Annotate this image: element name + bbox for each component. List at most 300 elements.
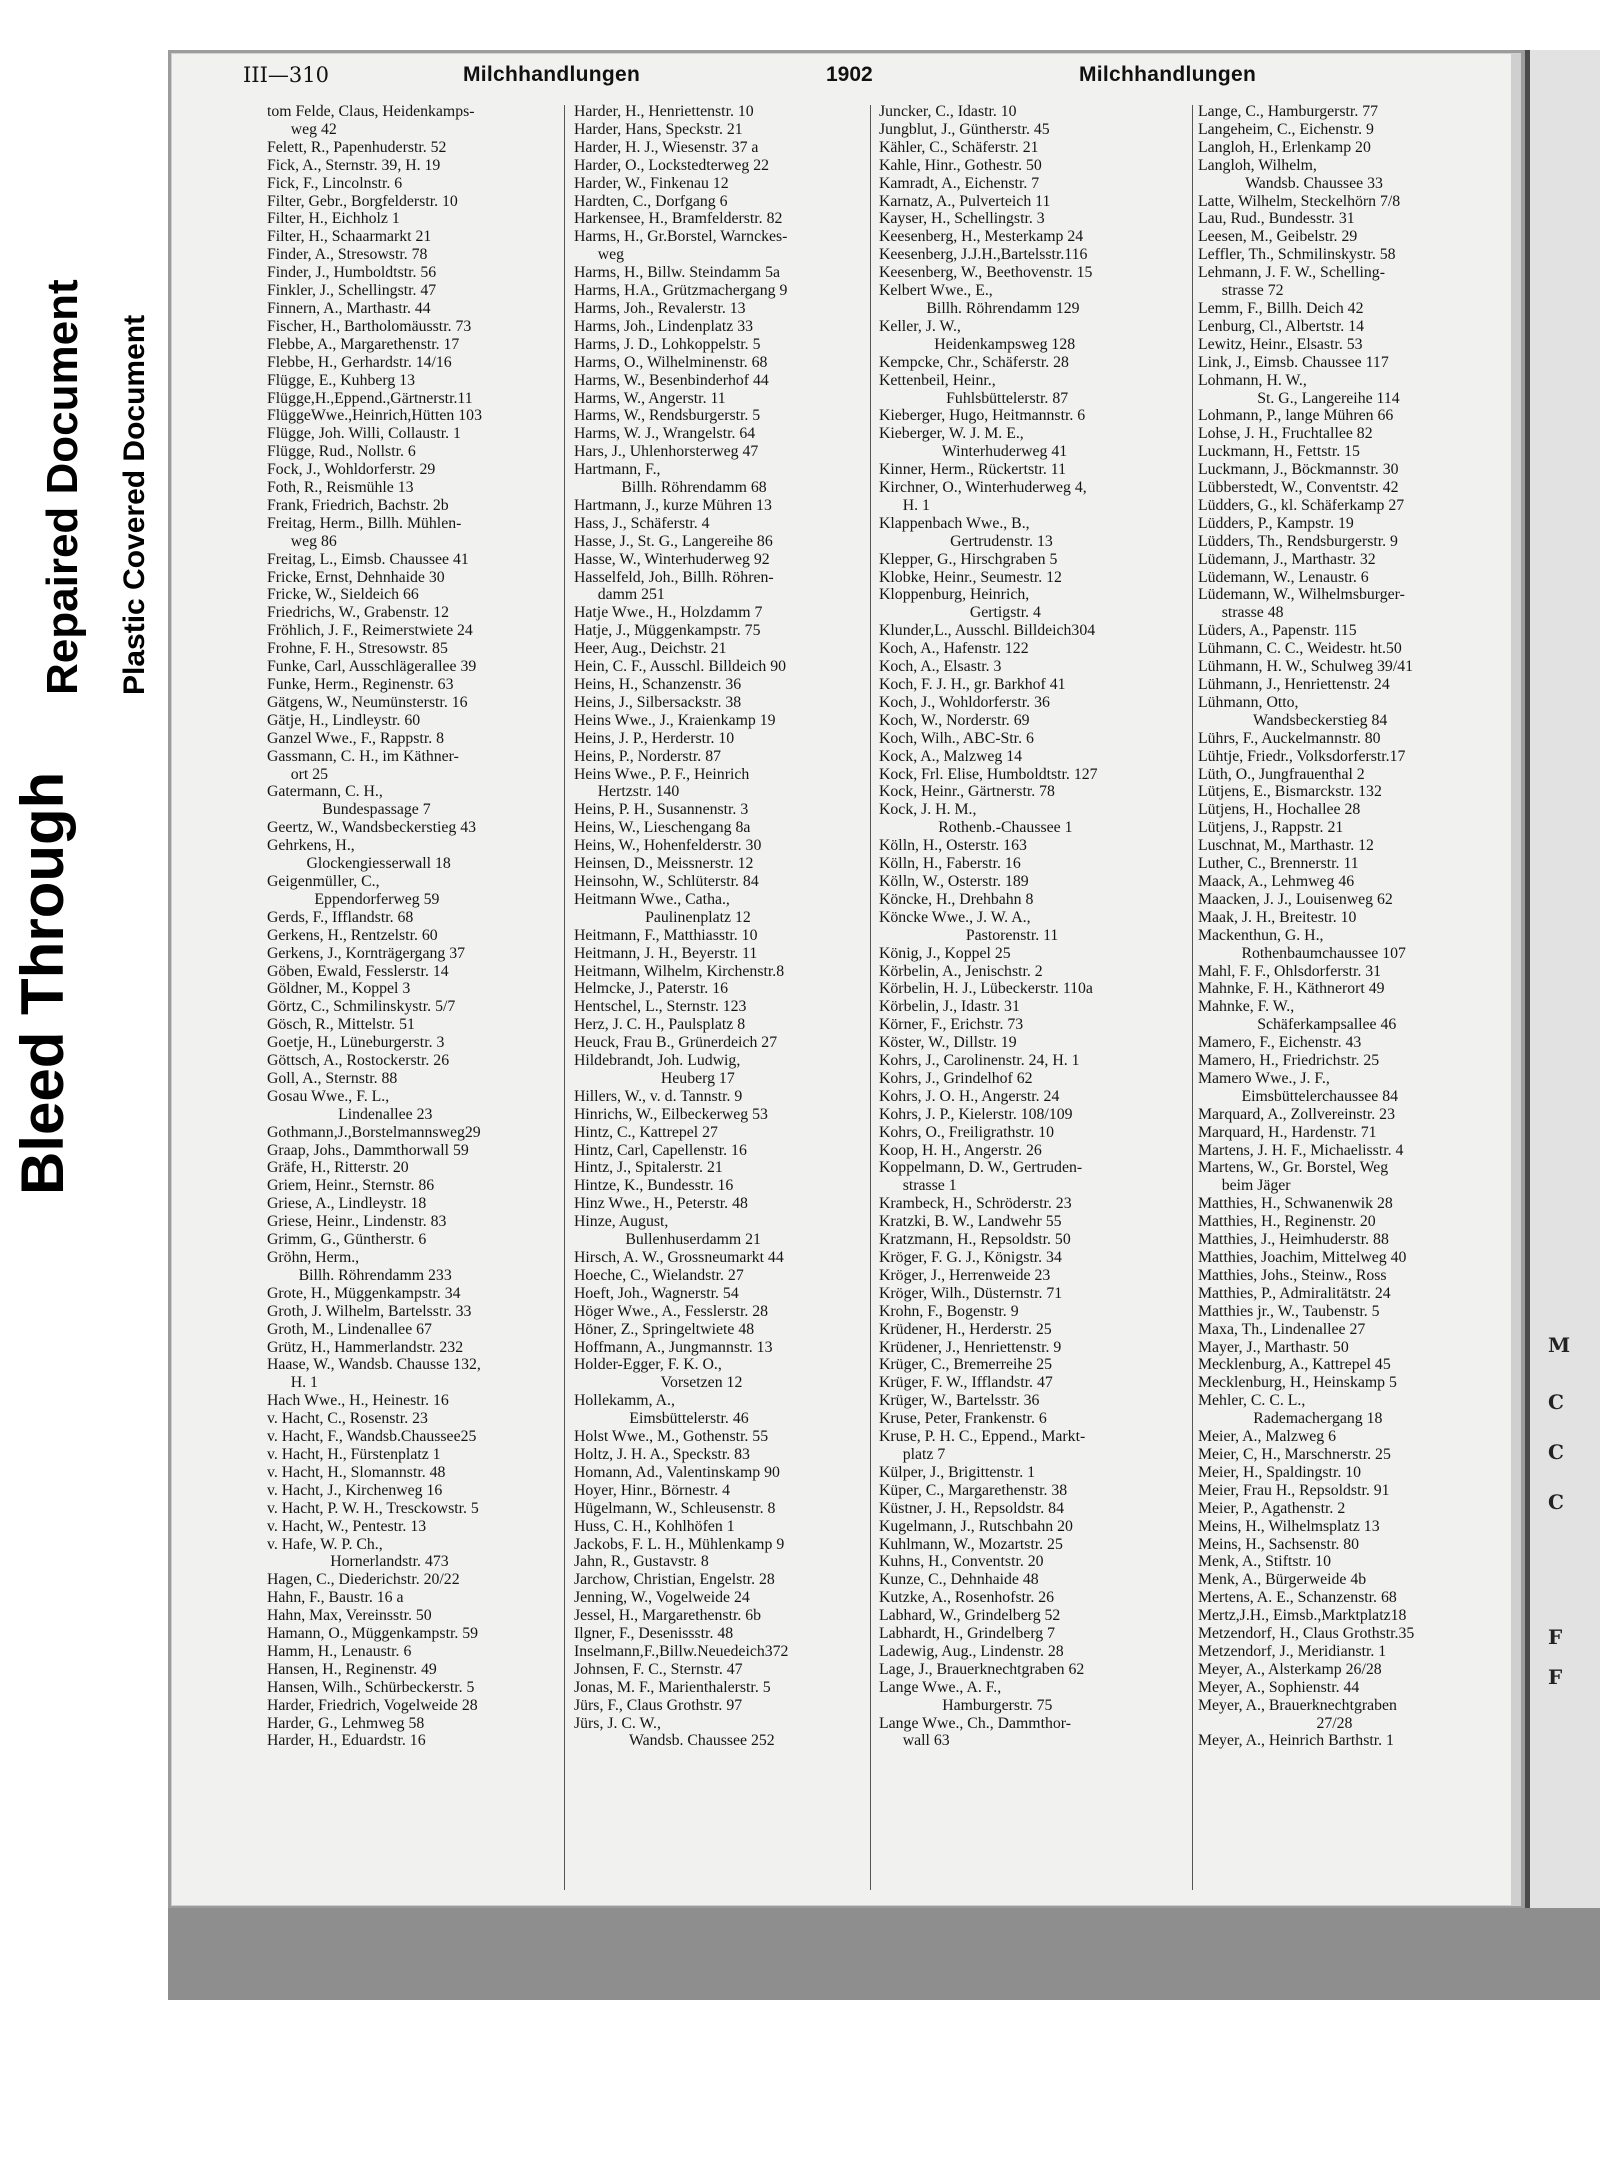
directory-entry-line: Flügge, Rud., Nollstr. 6 bbox=[267, 443, 416, 461]
directory-entry-line: Lüdemann, J., Marthastr. 32 bbox=[1198, 550, 1376, 568]
column-divider bbox=[564, 105, 565, 1890]
directory-entry-line: Jonas, M. F., Marienthalerstr. 5 bbox=[574, 1678, 771, 1696]
directory-entry-line: Helmcke, J., Paterstr. 16 bbox=[574, 980, 728, 998]
directory-entry-line: Harder, H., Henriettenstr. 10 bbox=[574, 103, 754, 120]
directory-entry-line: Heins Wwe., J., Kraienkamp 19 bbox=[574, 711, 776, 729]
directory-entry-line: Griem, Heinr., Sternstr. 86 bbox=[267, 1177, 435, 1195]
directory-entry-line: Lage, J., Brauerknechtgraben 62 bbox=[879, 1660, 1085, 1678]
directory-entry-line: Lewitz, Heinr., Elsastr. 53 bbox=[1198, 335, 1363, 353]
directory-entry-line: Meyer, A., Heinrich Barthstr. 1 bbox=[1198, 1732, 1394, 1750]
directory-entry-line: Meyer, A., Sophienstr. 44 bbox=[1198, 1678, 1360, 1696]
directory-entry-line: Mecklenburg, H., Heinskamp 5 bbox=[1198, 1374, 1397, 1392]
directory-entry-line: Kieberger, W. J. M. E., bbox=[879, 425, 1024, 443]
directory-entry-line: Kelbert Wwe., E., bbox=[879, 282, 993, 300]
directory-entry-line: strasse 72 bbox=[1198, 282, 1284, 300]
directory-entry-line: Goll, A., Sternstr. 88 bbox=[267, 1069, 398, 1087]
directory-entry-line: Kölln, H., Osterstr. 163 bbox=[879, 837, 1027, 855]
directory-entry-line: Heinsen, D., Meissnerstr. 12 bbox=[574, 855, 754, 873]
directory-entry-line: Klepper, G., Hirschgraben 5 bbox=[879, 550, 1058, 568]
directory-entry-line: Hach Wwe., H., Heinestr. 16 bbox=[267, 1392, 449, 1410]
directory-entry-line: Heins, P., Norderstr. 87 bbox=[574, 747, 721, 765]
directory-entry-line: Harms, O., Wilhelminenstr. 68 bbox=[574, 353, 768, 371]
directory-entry-line: Rothenbaumchaussee 107 bbox=[1198, 944, 1406, 962]
directory-entry-line: Heitmann, J. H., Beyerstr. 11 bbox=[574, 944, 758, 962]
directory-entry-line: Marquard, H., Hardenstr. 71 bbox=[1198, 1123, 1377, 1141]
directory-entry-line: Jürs, F., Claus Grothstr. 97 bbox=[574, 1696, 743, 1714]
directory-entry-line: Billh. Röhrendamm 68 bbox=[574, 479, 767, 497]
directory-entry-line: Fischer, H., Bartholomäusstr. 73 bbox=[267, 317, 472, 335]
directory-entry-line: Lütjens, J., Rappstr. 21 bbox=[1198, 819, 1344, 837]
directory-entry-line: Jessel, H., Margarethenstr. 6b bbox=[574, 1607, 762, 1625]
directory-entry-line: Funke, Herm., Reginenstr. 63 bbox=[267, 676, 454, 693]
directory-entry-line: Krohn, F., Bogenstr. 9 bbox=[879, 1302, 1019, 1320]
edge-fragment: C bbox=[1548, 1440, 1564, 1464]
directory-entry-line: weg bbox=[574, 246, 625, 264]
directory-entry-line: weg 86 bbox=[267, 532, 337, 550]
directory-entry-line: Kröger, J., Herrenweide 23 bbox=[879, 1266, 1051, 1284]
directory-entry-line: Hoeche, C., Wielandstr. 27 bbox=[574, 1266, 744, 1284]
directory-entry-line: Heins, W., Lieschengang 8a bbox=[574, 819, 751, 837]
directory-entry-line: Mayer, J., Marthastr. 50 bbox=[1198, 1338, 1349, 1356]
directory-entry-line: Mamero, F., Eichenstr. 43 bbox=[1198, 1034, 1362, 1052]
directory-entry-line: Felett, R., Papenhuderstr. 52 bbox=[267, 138, 447, 156]
directory-entry-line: Harms, Joh., Lindenplatz 33 bbox=[574, 317, 753, 335]
directory-entry-line: Gätgens, W., Neumünsterstr. 16 bbox=[267, 693, 468, 711]
directory-entry-line: Hass, J., Schäferstr. 4 bbox=[574, 514, 710, 532]
directory-entry-line: Labhard, W., Grindelberg 52 bbox=[879, 1607, 1061, 1625]
directory-entry-line: Hasselfeld, Joh., Billh. Röhren- bbox=[574, 568, 774, 586]
directory-entry-line: Kähler, C., Schäferstr. 21 bbox=[879, 138, 1039, 156]
directory-entry-line: Lührs, F., Auckelmannstr. 80 bbox=[1198, 729, 1381, 747]
directory-entry-line: Hamann, O., Müggenkampstr. 59 bbox=[267, 1625, 479, 1643]
directory-entry-line: Hardten, C., Dorfgang 6 bbox=[574, 192, 728, 210]
directory-entry-line: Gerkens, H., Rentzelstr. 60 bbox=[267, 926, 438, 944]
directory-entry-line: Fock, J., Wohldorferstr. 29 bbox=[267, 461, 436, 479]
directory-entry-line: Eimsbüttelerchaussee 84 bbox=[1198, 1087, 1399, 1105]
directory-entry-line: Heins, J. P., Herderstr. 10 bbox=[574, 729, 735, 747]
directory-entry-line: Lohse, J. H., Fruchtallee 82 bbox=[1198, 425, 1373, 443]
directory-entry-line: Leffler, Th., Schmilinskystr. 58 bbox=[1198, 246, 1396, 264]
directory-entry-line: Finder, A., Stresowstr. 78 bbox=[267, 246, 428, 264]
directory-entry-line: Lenburg, Cl., Albertstr. 14 bbox=[1198, 317, 1365, 335]
directory-entry-line: Geertz, W., Wandsbeckerstieg 43 bbox=[267, 819, 476, 837]
edge-fragment: F bbox=[1548, 1665, 1563, 1689]
directory-entry-line: Göldner, M., Koppel 3 bbox=[267, 980, 411, 998]
directory-entry-line: Wandsbeckerstieg 84 bbox=[1198, 711, 1388, 729]
directory-entry-line: Ilgner, F., Desenissstr. 48 bbox=[574, 1625, 734, 1643]
directory-entry-line: Kempcke, Chr., Schäferstr. 28 bbox=[879, 353, 1069, 371]
directory-entry-line: Metzendorf, H., Claus Grothstr.35 bbox=[1198, 1625, 1415, 1643]
left-running-title: Milchhandlungen bbox=[463, 63, 641, 86]
directory-entry-line: Koch, F. J. H., gr. Barkhof 41 bbox=[879, 676, 1066, 693]
directory-entry-line: Luckmann, H., Fettstr. 15 bbox=[1198, 443, 1360, 461]
directory-entry-line: Wandsb. Chaussee 252 bbox=[574, 1732, 775, 1750]
directory-entry-line: Maxa, Th., Lindenallee 27 bbox=[1198, 1320, 1366, 1338]
directory-entry-line: Leesen, M., Geibelstr. 29 bbox=[1198, 228, 1358, 246]
directory-entry-line: v. Hafe, W. P. Ch., bbox=[267, 1535, 383, 1553]
directory-entry-line: Matthies, H., Schwanenwik 28 bbox=[1198, 1195, 1393, 1213]
directory-entry-line: Hartmann, F., bbox=[574, 461, 661, 479]
directory-entry-line: Grütz, H., Hammerlandstr. 232 bbox=[267, 1338, 464, 1356]
directory-entry-line: Mertens, A. E., Schanzenstr. 68 bbox=[1198, 1589, 1397, 1607]
directory-entry-line: Körner, F., Erichstr. 73 bbox=[879, 1016, 1024, 1034]
directory-entry-line: Mahnke, F. W., bbox=[1198, 998, 1295, 1016]
directory-entry-line: Hagen, C., Diederichstr. 20/22 bbox=[267, 1571, 460, 1589]
directory-entry-line: Holder-Egger, F. K. O., bbox=[574, 1356, 722, 1374]
directory-entry-line: Gothmann,J.,Borstelmannsweg29 bbox=[267, 1123, 481, 1141]
directory-entry-line: Fröhlich, J. F., Reimerstwiete 24 bbox=[267, 622, 473, 640]
directory-entry-line: Bundespassage 7 bbox=[267, 801, 431, 819]
directory-entry-line: Kratzmann, H., Repsoldstr. 50 bbox=[879, 1231, 1071, 1249]
directory-entry-line: Gatermann, C. H., bbox=[267, 783, 383, 801]
directory-entry-line: Kröger, Wilh., Düsternstr. 71 bbox=[879, 1284, 1063, 1302]
directory-entry-line: Flügge, E., Kuhberg 13 bbox=[267, 371, 416, 389]
directory-entry-line: Koop, H. H., Angerstr. 26 bbox=[879, 1141, 1042, 1159]
directory-entry-line: Keller, J. W., bbox=[879, 317, 961, 335]
directory-entry-line: Mertz,J.H., Eimsb.,Marktplatz18 bbox=[1198, 1607, 1407, 1625]
directory-entry-line: Lüdders, G., kl. Schäferkamp 27 bbox=[1198, 496, 1405, 514]
directory-entry-line: Bullenhuserdamm 21 bbox=[574, 1231, 761, 1249]
directory-entry-line: Matthies, H., Reginenstr. 20 bbox=[1198, 1213, 1376, 1231]
directory-entry-line: Lüders, A., Papenstr. 115 bbox=[1198, 622, 1357, 640]
directory-entry-line: Hinrichs, W., Eilbeckerweg 53 bbox=[574, 1105, 768, 1123]
directory-entry-line: Krüdener, J., Henriettenstr. 9 bbox=[879, 1338, 1062, 1356]
directory-entry-line: Wandsb. Chaussee 33 bbox=[1198, 174, 1383, 192]
directory-entry-line: Mamero Wwe., J. F., bbox=[1198, 1069, 1330, 1087]
directory-entry-line: Köncke Wwe., J. W. A., bbox=[879, 908, 1031, 926]
directory-entry-line: Kieberger, Hugo, Heitmannstr. 6 bbox=[879, 407, 1086, 425]
directory-entry-line: ort 25 bbox=[267, 765, 328, 783]
directory-entry-line: Jürs, J. C. W., bbox=[574, 1714, 661, 1732]
directory-entry-line: Filter, Gebr., Borgfelderstr. 10 bbox=[267, 192, 458, 210]
directory-entry-line: Hintze, K., Bundesstr. 16 bbox=[574, 1177, 734, 1195]
directory-entry-line: Mamero, H., Friedrichstr. 25 bbox=[1198, 1052, 1380, 1070]
directory-entry-line: Kunze, C., Dehnhaide 48 bbox=[879, 1571, 1039, 1589]
directory-entry-line: Lübberstedt, W., Conventstr. 42 bbox=[1198, 479, 1399, 497]
directory-entry-line: Mahnke, F. H., Käthnerort 49 bbox=[1198, 980, 1385, 998]
directory-entry-line: Ganzel Wwe., F., Rappstr. 8 bbox=[267, 729, 445, 747]
directory-entry-line: Lange, C., Hamburgerstr. 77 bbox=[1198, 103, 1379, 120]
side-labels bbox=[0, 0, 168, 1280]
page-header bbox=[171, 57, 1516, 101]
directory-entry-line: Körbelin, A., Jenischstr. 2 bbox=[879, 962, 1043, 980]
directory-entry-line: Lütjens, H., Hochallee 28 bbox=[1198, 801, 1361, 819]
directory-entry-line: Kruse, Peter, Frankenstr. 6 bbox=[879, 1410, 1047, 1428]
directory-entry-line: Meier, A., Malzweg 6 bbox=[1198, 1428, 1336, 1446]
directory-entry-line: Fricke, W., Sieldeich 66 bbox=[267, 586, 419, 604]
directory-entry-line: Kamradt, A., Eichenstr. 7 bbox=[879, 174, 1040, 192]
directory-entry-line: Meins, H., Wilhelmsplatz 13 bbox=[1198, 1517, 1380, 1535]
directory-entry-line: Martens, J. H. F., Michaelisstr. 4 bbox=[1198, 1141, 1404, 1159]
directory-entry-line: Fricke, Ernst, Dehnhaide 30 bbox=[267, 568, 445, 586]
directory-entry-line: Lühmann, C. C., Weidestr. ht.50 bbox=[1198, 640, 1402, 658]
directory-entry-line: Matthies, Joachim, Mittelweg 40 bbox=[1198, 1249, 1407, 1266]
directory-entry-line: Langeheim, C., Eichenstr. 9 bbox=[1198, 120, 1374, 138]
directory-entry-line: Hatje, J., Müggenkampstr. 75 bbox=[574, 622, 761, 640]
directory-entry-line: Hahn, F., Baustr. 16 a bbox=[267, 1589, 404, 1607]
directory-entry-line: Matthies, J., Heimhuderstr. 88 bbox=[1198, 1231, 1389, 1249]
directory-entry-line: Gräfe, H., Ritterstr. 20 bbox=[267, 1159, 409, 1177]
directory-entry-line: Luschnat, M., Marthastr. 12 bbox=[1198, 837, 1374, 855]
directory-entry-line: Jarchow, Christian, Engelstr. 28 bbox=[574, 1571, 775, 1589]
directory-entry-line: Kuhlmann, W., Mozartstr. 25 bbox=[879, 1535, 1063, 1553]
directory-entry-line: Hornerlandstr. 473 bbox=[267, 1553, 449, 1571]
directory-entry-line: Gehrkens, H., bbox=[267, 837, 355, 855]
directory-entry-line: Hars, J., Uhlenhorsterweg 47 bbox=[574, 443, 759, 461]
directory-entry-line: Hoffmann, A., Jungmannstr. 13 bbox=[574, 1338, 773, 1356]
directory-entry-line: Kayser, H., Schellingstr. 3 bbox=[879, 210, 1045, 228]
directory-entry-line: Glockengiesserwall 18 bbox=[267, 855, 451, 873]
directory-entry-line: Klobke, Heinr., Seumestr. 12 bbox=[879, 568, 1062, 586]
directory-entry-line: Hartmann, J., kurze Mühren 13 bbox=[574, 496, 772, 514]
directory-entry-line: weg 42 bbox=[267, 120, 337, 138]
directory-entry-line: Goetje, H., Lüneburgerstr. 3 bbox=[267, 1034, 445, 1052]
directory-entry-line: Krüger, F. W., Ifflandstr. 47 bbox=[879, 1374, 1053, 1392]
directory-entry-line: Kröger, F. G. J., Königstr. 34 bbox=[879, 1249, 1062, 1266]
directory-column-1 bbox=[267, 103, 567, 1883]
directory-entry-line: Keesenberg, W., Beethovenstr. 15 bbox=[879, 264, 1093, 282]
directory-entry-line: Marquard, A., Zollvereinstr. 23 bbox=[1198, 1105, 1395, 1123]
directory-entry-line: Klappenbach Wwe., B., bbox=[879, 514, 1030, 532]
directory-entry-line: Kohrs, J., Grindelhof 62 bbox=[879, 1069, 1033, 1087]
directory-entry-line: Lühtje, Friedr., Volksdorferstr.17 bbox=[1198, 747, 1406, 765]
directory-entry-line: Kock, A., Malzweg 14 bbox=[879, 747, 1023, 765]
directory-entry-line: Heinsohn, W., Schlüterstr. 84 bbox=[574, 872, 759, 890]
directory-entry-line: Flügge, Joh. Willi, Collaustr. 1 bbox=[267, 425, 461, 443]
directory-entry-line: Meier, C, H., Marschnerstr. 25 bbox=[1198, 1445, 1391, 1463]
directory-entry-line: Groth, J. Wilhelm, Bartelsstr. 33 bbox=[267, 1302, 472, 1320]
directory-entry-line: Frohne, F. H., Stresowstr. 85 bbox=[267, 640, 448, 658]
directory-entry-line: Göben, Ewald, Fesslerstr. 14 bbox=[267, 962, 449, 980]
directory-entry-line: Lange Wwe., A. F., bbox=[879, 1678, 1002, 1696]
directory-entry-line: Jahn, R., Gustavstr. 8 bbox=[574, 1553, 709, 1571]
directory-entry-line: Huss, C. H., Kohlhöfen 1 bbox=[574, 1517, 735, 1535]
directory-entry-line: Koch, A., Elsastr. 3 bbox=[879, 658, 1002, 676]
directory-entry-line: Hamburgerstr. 75 bbox=[879, 1696, 1053, 1714]
directory-entry-line: Harder, W., Finkenau 12 bbox=[574, 174, 729, 192]
directory-entry-line: Maack, A., Lehmweg 46 bbox=[1198, 872, 1355, 890]
directory-entry-line: Hasse, W., Winterhuderweg 92 bbox=[574, 550, 770, 568]
directory-entry-line: Matthies, Johs., Steinw., Ross bbox=[1198, 1266, 1387, 1284]
directory-entry-line: Küstner, J. H., Repsoldstr. 84 bbox=[879, 1499, 1064, 1517]
directory-entry-line: v. Hacht, H., Fürstenplatz 1 bbox=[267, 1445, 441, 1463]
directory-entry-line: Heer, Aug., Deichstr. 21 bbox=[574, 640, 727, 658]
directory-entry-line: Heins, H., Schanzenstr. 36 bbox=[574, 676, 742, 693]
directory-entry-line: Rothenb.-Chaussee 1 bbox=[879, 819, 1073, 837]
directory-entry-line: Mecklenburg, A., Kattrepel 45 bbox=[1198, 1356, 1391, 1374]
directory-entry-line: Haase, W., Wandsb. Chausse 132, bbox=[267, 1356, 481, 1374]
directory-entry-line: Paulinenplatz 12 bbox=[574, 908, 751, 926]
directory-entry-line: Hamm, H., Lenaustr. 6 bbox=[267, 1642, 412, 1660]
directory-entry-line: H. 1 bbox=[879, 496, 930, 514]
directory-entry-line: Göttsch, A., Rostockerstr. 26 bbox=[267, 1052, 450, 1070]
directory-entry-line: Graap, Johs., Dammthorwall 59 bbox=[267, 1141, 469, 1159]
directory-entry-line: Kohrs, J. P., Kielerstr. 108/109 bbox=[879, 1105, 1073, 1123]
directory-entry-line: Körbelin, J., Idastr. 31 bbox=[879, 998, 1020, 1016]
directory-entry-line: Luckmann, J., Böckmannstr. 30 bbox=[1198, 461, 1399, 479]
directory-entry-line: Lühmann, Otto, bbox=[1198, 693, 1299, 711]
directory-entry-line: Harms, W. J., Wrangelstr. 64 bbox=[574, 425, 756, 443]
directory-entry-line: Kock, Heinr., Gärtnerstr. 78 bbox=[879, 783, 1055, 801]
directory-entry-line: Lühmann, J., Henriettenstr. 24 bbox=[1198, 676, 1390, 693]
directory-entry-line: Kutzke, A., Rosenhofstr. 26 bbox=[879, 1589, 1055, 1607]
directory-entry-line: Kock, J. H. M., bbox=[879, 801, 977, 819]
directory-entry-line: Filter, H., Eichholz 1 bbox=[267, 210, 400, 228]
directory-entry-line: Meins, H., Sachsenstr. 80 bbox=[1198, 1535, 1360, 1553]
directory-entry-line: Hatje Wwe., H., Holzdamm 7 bbox=[574, 604, 763, 622]
directory-entry-line: Harms, Joh., Revalerstr. 13 bbox=[574, 299, 746, 317]
directory-entry-line: Heuck, Frau B., Grünerdeich 27 bbox=[574, 1034, 778, 1052]
directory-entry-line: Kettenbeil, Heinr., bbox=[879, 371, 996, 389]
directory-entry-line: Maacken, J. J., Louisenweg 62 bbox=[1198, 890, 1393, 908]
directory-entry-line: Gertrudenstr. 13 bbox=[879, 532, 1053, 550]
directory-entry-line: Lühmann, H. W., Schulweg 39/41 bbox=[1198, 658, 1414, 676]
directory-entry-line: Hoeft, Joh., Wagnerstr. 54 bbox=[574, 1284, 739, 1302]
directory-entry-line: Foth, R., Reismühle 13 bbox=[267, 479, 414, 497]
directory-entry-line: Friedrichs, W., Grabenstr. 12 bbox=[267, 604, 450, 622]
directory-entry-line: Harder, Friedrich, Vogelweide 28 bbox=[267, 1696, 478, 1714]
directory-entry-line: Lohmann, P., lange Mühren 66 bbox=[1198, 407, 1394, 425]
directory-column-3 bbox=[879, 103, 1187, 1883]
directory-entry-line: Herz, J. C. H., Paulsplatz 8 bbox=[574, 1016, 746, 1034]
directory-entry-line: Fick, F., Lincolnstr. 6 bbox=[267, 174, 403, 192]
directory-entry-line: Koch, W., Norderstr. 69 bbox=[879, 711, 1030, 729]
directory-entry-line: Karnatz, A., Pulverteich 11 bbox=[879, 192, 1051, 210]
directory-entry-line: Höner, Z., Springeltwiete 48 bbox=[574, 1320, 755, 1338]
directory-entry-line: Finder, J., Humboldtstr. 56 bbox=[267, 264, 437, 282]
directory-entry-line: Heitmann Wwe., Catha., bbox=[574, 890, 730, 908]
directory-entry-line: Kahle, Hinr., Gothestr. 50 bbox=[879, 156, 1042, 174]
directory-entry-line: Heidenkampsweg 128 bbox=[879, 335, 1076, 353]
directory-entry-line: Hügelmann, W., Schleusenstr. 8 bbox=[574, 1499, 776, 1517]
directory-entry-line: Kock, Frl. Elise, Humboldtstr. 127 bbox=[879, 765, 1098, 783]
directory-entry-line: beim Jäger bbox=[1198, 1177, 1291, 1195]
directory-entry-line: Höger Wwe., A., Fesslerstr. 28 bbox=[574, 1302, 769, 1320]
directory-entry-line: wall 63 bbox=[879, 1732, 950, 1750]
directory-entry-line: Kugelmann, J., Rutschbahn 20 bbox=[879, 1517, 1073, 1535]
directory-entry-line: Funke, Carl, Ausschlägerallee 39 bbox=[267, 658, 477, 676]
directory-entry-line: Langloh, H., Erlenkamp 20 bbox=[1198, 138, 1371, 156]
directory-entry-line: Grote, H., Müggenkampstr. 34 bbox=[267, 1284, 461, 1302]
directory-entry-line: Langloh, Wilhelm, bbox=[1198, 156, 1317, 174]
directory-entry-line: Meier, H., Spaldingstr. 10 bbox=[1198, 1463, 1362, 1481]
directory-entry-line: Hildebrandt, Joh. Ludwig, bbox=[574, 1052, 741, 1070]
directory-entry-line: Keesenberg, J.J.H.,Bartelsstr.116 bbox=[879, 246, 1088, 264]
directory-entry-line: Billh. Röhrendamm 129 bbox=[879, 299, 1080, 317]
directory-entry-line: Jenning, W., Vogelweide 24 bbox=[574, 1589, 750, 1607]
directory-entry-line: Heitmann, Wilhelm, Kirchenstr.8 bbox=[574, 962, 785, 980]
edge-fragment: M bbox=[1548, 1333, 1571, 1357]
directory-entry-line: Koch, J., Wohldorferstr. 36 bbox=[879, 693, 1050, 711]
directory-entry-line: Harms, W., Rendsburgerstr. 5 bbox=[574, 407, 761, 425]
directory-entry-line: Mackenthun, G. H., bbox=[1198, 926, 1324, 944]
edge-fragment: C bbox=[1548, 1390, 1564, 1414]
directory-entry-line: 27/28 bbox=[1198, 1714, 1353, 1732]
directory-entry-line: Griese, Heinr., Lindenstr. 83 bbox=[267, 1213, 447, 1231]
directory-entry-line: Matthies jr., W., Taubenstr. 5 bbox=[1198, 1302, 1380, 1320]
directory-entry-line: Kohrs, J. O. H., Angerstr. 24 bbox=[879, 1087, 1060, 1105]
directory-entry-line: Holst Wwe., M., Gothenstr. 55 bbox=[574, 1428, 769, 1446]
directory-entry-line: Johnsen, F. C., Sternstr. 47 bbox=[574, 1660, 743, 1678]
directory-entry-line: Keesenberg, H., Mesterkamp 24 bbox=[879, 228, 1084, 246]
directory-entry-line: Hoyer, Hinr., Börnestr. 4 bbox=[574, 1481, 731, 1499]
scanned-page bbox=[168, 50, 1600, 2000]
directory-entry-line: Kirchner, O., Winterhuderweg 4, bbox=[879, 479, 1087, 497]
directory-entry-line: Hansen, Wilh., Schürbeckerstr. 5 bbox=[267, 1678, 475, 1696]
directory-entry-line: Harms, J. D., Lohkoppelstr. 5 bbox=[574, 335, 761, 353]
directory-entry-line: Lüdders, P., Kampstr. 19 bbox=[1198, 514, 1354, 532]
directory-entry-line: Meyer, A., Alsterkamp 26/28 bbox=[1198, 1660, 1382, 1678]
directory-entry-line: Menk, A., Stiftstr. 10 bbox=[1198, 1553, 1331, 1571]
edge-fragment: F bbox=[1548, 1625, 1563, 1649]
directory-entry-line: Luther, C., Brennerstr. 11 bbox=[1198, 855, 1359, 873]
directory-entry-line: Labhardt, H., Grindelberg 7 bbox=[879, 1625, 1056, 1643]
directory-entry-line: Lüdders, Th., Rendsburgerstr. 9 bbox=[1198, 532, 1398, 550]
directory-entry-line: Heitmann, F., Matthiasstr. 10 bbox=[574, 926, 758, 944]
plastic-covered-label: Plastic Covered Document bbox=[118, 314, 151, 695]
directory-entry-line: Kratzki, B. W., Landwehr 55 bbox=[879, 1213, 1062, 1231]
directory-entry-line: Lange Wwe., Ch., Dammthor- bbox=[879, 1714, 1071, 1732]
directory-entry-line: Winterhuderweg 41 bbox=[879, 443, 1068, 461]
directory-entry-line: Krüger, C., Bremerreihe 25 bbox=[879, 1356, 1053, 1374]
directory-entry-line: Lütjens, E., Bismarckstr. 132 bbox=[1198, 783, 1382, 801]
directory-entry-line: Link, J., Eimsb. Chaussee 117 bbox=[1198, 353, 1389, 371]
directory-entry-line: Kohrs, O., Freiligrathstr. 10 bbox=[879, 1123, 1055, 1141]
directory-entry-line: Hentschel, L., Sternstr. 123 bbox=[574, 998, 747, 1016]
directory-entry-line: Flügge,H.,Eppend.,Gärtnerstr.11 bbox=[267, 389, 473, 407]
directory-entry-line: damm 251 bbox=[574, 586, 665, 604]
directory-entry-line: König, J., Koppel 25 bbox=[879, 944, 1011, 962]
directory-entry-line: Fick, A., Sternstr. 39, H. 19 bbox=[267, 156, 441, 174]
directory-entry-line: Meier, P., Agathenstr. 2 bbox=[1198, 1499, 1346, 1517]
directory-entry-line: Hinz Wwe., H., Peterstr. 48 bbox=[574, 1195, 748, 1213]
directory-entry-line: Meier, Frau H., Repsoldstr. 91 bbox=[1198, 1481, 1390, 1499]
directory-entry-line: Lüdemann, W., Wilhelmsburger- bbox=[1198, 586, 1405, 604]
directory-entry-line: Gerds, F., Ifflandstr. 68 bbox=[267, 908, 414, 926]
directory-entry-line: Freitag, L., Eimsb. Chaussee 41 bbox=[267, 550, 469, 568]
directory-entry-line: Koppelmann, D. W., Gertruden- bbox=[879, 1159, 1083, 1177]
directory-entry-line: v. Hacht, W., Pentestr. 13 bbox=[267, 1517, 427, 1535]
directory-entry-line: Fuhlsbüttelerstr. 87 bbox=[879, 389, 1069, 407]
directory-entry-line: H. 1 bbox=[267, 1374, 318, 1392]
adjacent-page-edge bbox=[1525, 50, 1600, 2000]
directory-entry-line: Kruse, P. H. C., Eppend., Markt- bbox=[879, 1428, 1086, 1446]
directory-entry-line: Lohmann, H. W., bbox=[1198, 371, 1307, 389]
directory-entry-line: Groth, M., Lindenallee 67 bbox=[267, 1320, 432, 1338]
directory-entry-line: Eimsbüttelerstr. 46 bbox=[574, 1410, 749, 1428]
directory-entry-line: Heins, W., Hohenfelderstr. 30 bbox=[574, 837, 762, 855]
directory-entry-line: Krüger, W., Bartelsstr. 36 bbox=[879, 1392, 1040, 1410]
directory-entry-line: Hollekamm, A., bbox=[574, 1392, 675, 1410]
page-number: III—310 bbox=[243, 63, 329, 87]
directory-entry-line: Hansen, H., Reginenstr. 49 bbox=[267, 1660, 437, 1678]
directory-entry-line: Kohrs, J., Carolinenstr. 24, H. 1 bbox=[879, 1052, 1080, 1070]
directory-entry-line: Inselmann,F.,Billw.Neuedeich372 bbox=[574, 1642, 789, 1660]
directory-entry-line: Harms, W., Besenbinderhof 44 bbox=[574, 371, 769, 389]
year-label: 1902 bbox=[826, 63, 873, 86]
directory-entry-line: Gertigstr. 4 bbox=[879, 604, 1041, 622]
directory-entry-line: Hasse, J., St. G., Langereihe 86 bbox=[574, 532, 773, 550]
directory-entry-line: v. Hacht, F., Wandsb.Chaussee25 bbox=[267, 1428, 477, 1446]
directory-entry-line: Lehmann, J. F. W., Schelling- bbox=[1198, 264, 1385, 282]
column-divider bbox=[1192, 105, 1193, 1890]
directory-entry-line: v. Hacht, J., Kirchenweg 16 bbox=[267, 1481, 443, 1499]
directory-entry-line: Hillers, W., v. d. Tannstr. 9 bbox=[574, 1087, 743, 1105]
directory-entry-line: v. Hacht, H., Slomannstr. 48 bbox=[267, 1463, 446, 1481]
directory-entry-line: Flebbe, H., Gerhardstr. 14/16 bbox=[267, 353, 452, 371]
directory-entry-line: Heins, P. H., Susannenstr. 3 bbox=[574, 801, 749, 819]
directory-entry-line: v. Hacht, C., Rosenstr. 23 bbox=[267, 1410, 428, 1428]
